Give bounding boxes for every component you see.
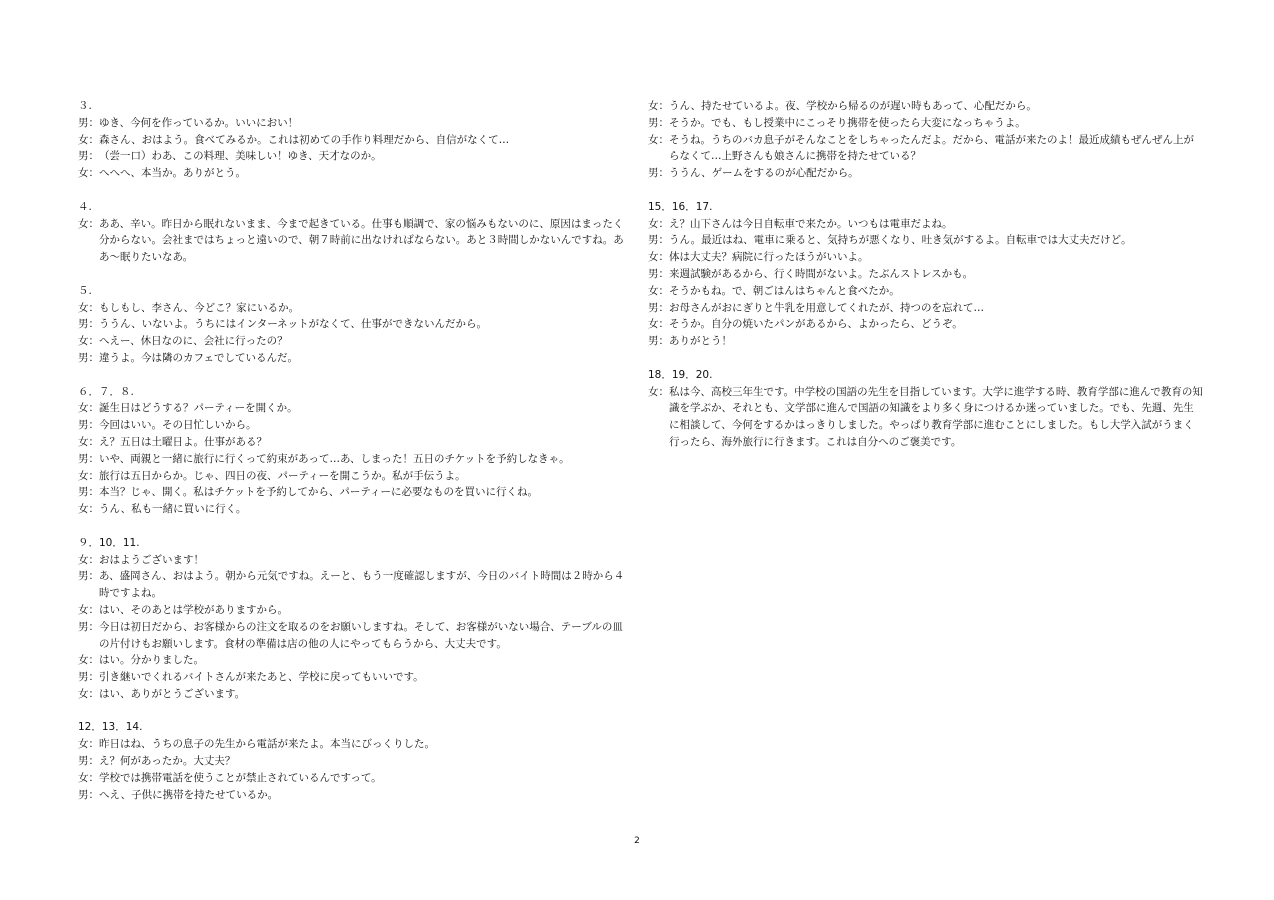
dialogue-text: 来週試験があるから、行く時間がないよ。たぶんストレスかも。	[669, 267, 974, 280]
dialogue-text: 今日は初日だから、お客様からの注文を取るのをお願いしますね。そして、お客様がいない場合、テーブルの皿の片付けもお願いします。食材の準備は店の他の人にやってもらうから、大丈夫です。	[99, 620, 623, 650]
speaker-label: 男：	[78, 116, 99, 129]
speaker-label: 男：	[648, 234, 669, 247]
speaker-label: 男：	[648, 267, 669, 280]
speaker-label: 男：	[648, 167, 669, 180]
dialogue-line	[78, 148, 630, 165]
dialogue-line	[78, 451, 630, 468]
speaker-label: 女：	[648, 100, 669, 112]
speaker-label: 女：	[78, 469, 99, 482]
dialogue-line	[78, 216, 630, 266]
dialogue-text: そうかもね。で、朝ごはんはちゃんと食べたか。	[669, 284, 900, 297]
dialogue-text: 引き継いでくれるバイトさんが来たあと、学校に戻ってもいいです。	[99, 671, 424, 684]
section-number: ３.	[78, 100, 92, 112]
dialogue-line	[78, 300, 630, 317]
dialogue-text: え？五日は土曜日よ。仕事がある？	[99, 435, 267, 448]
dialogue-line	[78, 669, 630, 686]
dialogue-text: 違うよ。今は隣のカフェでしているんだ。	[99, 351, 298, 364]
dialogue-section	[78, 283, 630, 367]
dialogue-text: うん、私も一緒に買いに行く。	[99, 503, 247, 516]
dialogue-line	[648, 249, 1204, 266]
dialogue-line	[78, 619, 630, 653]
dialogue-text: ゆき、今何を作っているか。いいにおい！	[99, 116, 299, 129]
dialogue-line	[648, 300, 1204, 317]
speaker-label: 女：	[78, 435, 99, 448]
dialogue-text: はい、ありがとうございます。	[99, 687, 246, 700]
speaker-label: 男：	[78, 150, 99, 163]
dialogue-text: 本当？じゃ、開く。私はチケットを予約してから、パーティーに必要なものを買いに行くね。	[99, 486, 539, 499]
dialogue-line	[648, 216, 1204, 233]
dialogue-text: 私は今、高校三年生です。中学校の国語の先生を目指しています。大学に進学する時、教育学部に進んで教育の知識を学ぶか、それとも、文学部に進んで国語の知識をより多く身につけるか迷っていました。でも、先週、先生に相談して、今何をするかはっきりしました。やっぱり教育学部に進むことにしました。もし大学入試がうまく行ったら、海外旅行に行きます。これは自分へのご褒美です。	[669, 385, 1203, 448]
dialogue-text: 旅行は五日からか。じゃ、四日の夜、パーティーを開こうか。私が手伝うよ。	[99, 469, 466, 482]
dialogue-line	[78, 753, 630, 770]
dialogue-line	[78, 417, 630, 434]
dialogue-text: もしもし、李さん、今どこ？家にいるか。	[99, 301, 300, 314]
dialogue-line	[78, 501, 630, 518]
dialogue-text: うん。最近はね、電車に乗ると、気持ちが悪くなり、吐き気がするよ。自転車では大丈夫だけど。	[669, 234, 1132, 247]
speaker-label: 女：	[648, 318, 669, 331]
speaker-label: 女：	[78, 738, 99, 751]
dialogue-text: いや、両親と一緒に旅行に行くって約束があって…あ、しまった！五日のチケットを予約しなきゃ。	[99, 452, 570, 465]
dialogue-section	[648, 367, 1204, 451]
dialogue-line	[648, 232, 1204, 249]
page-number: 2	[634, 836, 640, 846]
speaker-label: 男：	[78, 318, 99, 331]
speaker-label: 男：	[78, 351, 99, 364]
speaker-label: 男：	[78, 620, 99, 633]
section-number: ４.	[78, 200, 92, 213]
dialogue-line	[78, 132, 630, 149]
dialogue-text: え？何があったか。大丈夫？	[99, 755, 236, 768]
dialogue-line	[78, 115, 630, 132]
speaker-label: 男：	[78, 452, 99, 465]
speaker-label: 女：	[78, 402, 99, 415]
section-number: 18．19．20.	[648, 368, 713, 381]
dialogue-text: （尝一口）わあ、この料理、美味しい！ゆき、天才なのか。	[99, 150, 382, 163]
dialogue-text: はい。分かりました。	[99, 654, 204, 667]
speaker-label: 男：	[78, 486, 99, 499]
speaker-label: 女：	[648, 217, 669, 230]
section-number: 15．16．17.	[648, 200, 713, 213]
dialogue-text: え？山下さんは今日自転車で来たか。いつもは電車だよね。	[669, 217, 953, 230]
speaker-label: 男：	[78, 570, 99, 583]
speaker-label: 女：	[78, 553, 99, 566]
dialogue-line	[78, 468, 630, 485]
dialogue-line	[78, 686, 630, 703]
section-number: 12．13．14.	[78, 721, 143, 734]
dialogue-line	[78, 568, 630, 602]
speaker-label: 男：	[648, 301, 669, 314]
dialogue-line	[648, 283, 1204, 300]
dialogue-text: はい、そのあとは学校がありますから。	[99, 603, 288, 616]
dialogue-text: 森さん、おはよう。食べてみるか。これは初めての手作り料理だから、自信がなくて…	[99, 133, 510, 146]
dialogue-text: 昨日はね、うちの息子の先生から電話が来たよ。本当にびっくりした。	[99, 738, 435, 751]
dialogue-line	[78, 787, 630, 804]
dialogue-section	[78, 535, 630, 703]
dialogue-text: そうか。自分の焼いたパンがあるから、よかったら、どうぞ。	[669, 318, 963, 331]
dialogue-text: ああ、辛い。昨日から眠れないまま、今まで起きている。仕事も順調で、家の悩みもないのに、原因はまったく分からない。会社まではちょっと遠いので、朝７時前に出なければならない。あと３時間しかないんですね。ああ～眠りたいなあ。	[99, 217, 624, 264]
speaker-label: 女：	[78, 771, 99, 784]
dialogue-text: ううん、ゲームをするのが心配だから。	[669, 167, 859, 180]
speaker-label: 女：	[648, 284, 669, 297]
dialogue-text: へえ、子供に携帯を持たせているか。	[99, 788, 279, 801]
dialogue-line	[78, 434, 630, 451]
speaker-label: 女：	[78, 654, 99, 667]
dialogue-line	[78, 165, 630, 182]
speaker-label: 女：	[78, 335, 99, 348]
section-number: ５.	[78, 284, 92, 297]
dialogue-text: ありがとう！	[669, 335, 732, 348]
dialogue-text: 学校では携帯電話を使うことが禁止されているんですって。	[99, 771, 382, 784]
dialogue-line	[78, 652, 630, 669]
section-number: ６．７．８.	[78, 385, 134, 398]
dialogue-section	[648, 98, 1204, 182]
dialogue-text: 誕生日はどうする？パーティーを開くか。	[99, 402, 298, 415]
speaker-label: 男：	[78, 788, 99, 801]
speaker-label: 男：	[78, 671, 99, 684]
dialogue-text: 体は大丈夫？病院に行ったほうがいいよ。	[669, 251, 869, 264]
dialogue-text: 今回はいい。その日忙しいから。	[99, 419, 257, 432]
dialogue-line	[78, 350, 630, 367]
dialogue-text: ううん、いないよ。うちにはインターネットがなくて、仕事ができないんだから。	[99, 318, 487, 331]
dialogue-text: へへへ、本当か。ありがとう。	[99, 167, 246, 180]
right-column	[648, 98, 1204, 468]
speaker-label: 女：	[648, 385, 669, 398]
dialogue-section	[78, 719, 630, 803]
dialogue-line	[648, 132, 1204, 166]
dialogue-text: そうか。でも、もし授業中にこっそり携帯を使ったら大変になっちゃうよ。	[669, 116, 1026, 129]
dialogue-text: うん、持たせているよ。夜、学校から帰るのが遅い時もあって、心配だから。	[669, 100, 1037, 112]
dialogue-line	[78, 736, 630, 753]
speaker-label: 女：	[648, 251, 669, 264]
speaker-label: 女：	[78, 167, 99, 180]
speaker-label: 男：	[78, 419, 99, 432]
dialogue-line	[648, 98, 1204, 115]
dialogue-line	[648, 333, 1204, 350]
speaker-label: 女：	[78, 603, 99, 616]
speaker-label: 男：	[648, 116, 669, 129]
dialogue-line	[78, 602, 630, 619]
left-column	[78, 98, 630, 820]
speaker-label: 女：	[78, 301, 99, 314]
dialogue-text: そうね。うちのバカ息子がそんなことをしちゃったんだよ。だから、電話が来たのよ！最近成績もぜんぜん上がらなくて…上野さんも娘さんに携帯を持たせている？	[669, 133, 1194, 163]
dialogue-text: へえー、休日なのに、会社に行ったの？	[99, 335, 288, 348]
dialogue-text: お母さんがおにぎりと牛乳を用意してくれたが、持つのを忘れて…	[669, 301, 984, 314]
dialogue-line	[78, 552, 630, 569]
dialogue-text: おはようございます！	[99, 553, 204, 566]
dialogue-section	[78, 384, 630, 518]
dialogue-section	[78, 98, 630, 182]
dialogue-section	[78, 199, 630, 266]
dialogue-line	[78, 770, 630, 787]
speaker-label: 女：	[78, 217, 99, 230]
dialogue-line	[648, 165, 1204, 182]
dialogue-line	[648, 115, 1204, 132]
section-number: ９．10．11.	[78, 536, 140, 549]
dialogue-line	[648, 266, 1204, 283]
speaker-label: 女：	[78, 503, 99, 516]
dialogue-line	[78, 400, 630, 417]
dialogue-section	[648, 199, 1204, 350]
dialogue-line	[648, 316, 1204, 333]
dialogue-line	[78, 316, 630, 333]
speaker-label: 女：	[648, 133, 669, 146]
speaker-label: 女：	[78, 133, 99, 146]
dialogue-line	[78, 333, 630, 350]
dialogue-line	[648, 384, 1204, 451]
speaker-label: 女：	[78, 687, 99, 700]
speaker-label: 男：	[78, 755, 99, 768]
dialogue-text: あ、盛岡さん、おはよう。朝から元気ですね。えーと、もう一度確認しますが、今日のバイト時間は２時から４時ですよね。	[99, 570, 625, 600]
dialogue-line	[78, 484, 630, 501]
speaker-label: 男：	[648, 335, 669, 348]
